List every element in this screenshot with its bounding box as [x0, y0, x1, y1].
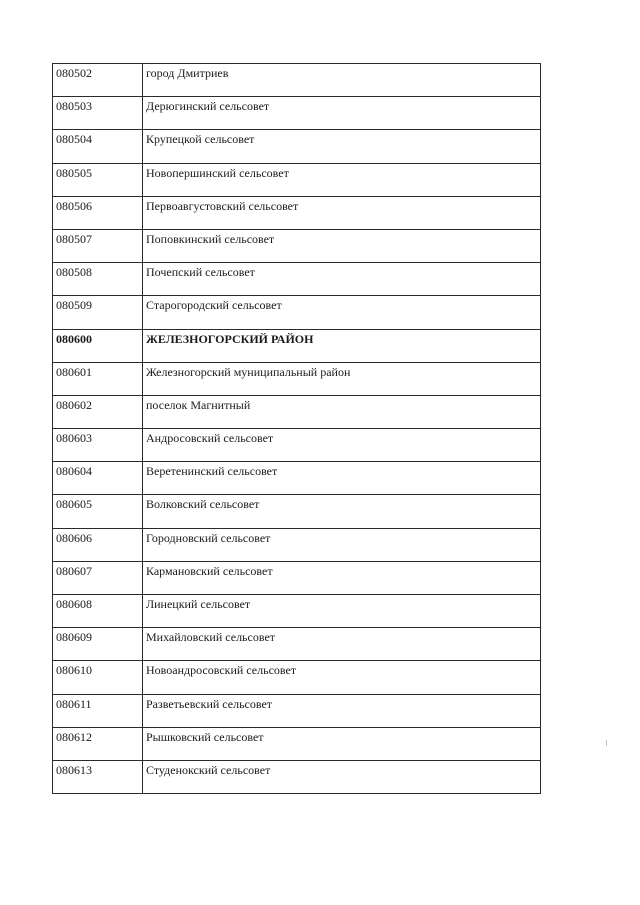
- code-cell: 080609: [53, 628, 143, 661]
- code-cell: 080610: [53, 661, 143, 694]
- code-cell: 080606: [53, 528, 143, 561]
- code-cell: 080607: [53, 561, 143, 594]
- table-row: [53, 329, 541, 362]
- table-row: [53, 528, 541, 561]
- code-cell: 080608: [53, 595, 143, 628]
- code-cell: 080600: [53, 329, 143, 362]
- code-cell: 080509: [53, 296, 143, 329]
- table-row: [53, 64, 541, 97]
- name-cell: Железногорский муниципальный район: [143, 362, 541, 395]
- name-cell: Новопершинский сельсовет: [143, 163, 541, 196]
- name-cell: Первоавгустовский сельсовет: [143, 196, 541, 229]
- code-cell: 080612: [53, 727, 143, 760]
- table-row: [53, 395, 541, 428]
- name-cell: Разветьевский сельсовет: [143, 694, 541, 727]
- scan-artifact: [606, 740, 607, 746]
- code-cell: 080611: [53, 694, 143, 727]
- name-cell: Волковский сельсовет: [143, 495, 541, 528]
- name-cell: Дерюгинский сельсовет: [143, 97, 541, 130]
- code-cell: 080613: [53, 760, 143, 793]
- table-row: [53, 362, 541, 395]
- table-row: [53, 196, 541, 229]
- table-body: [53, 64, 541, 794]
- code-cell: 080604: [53, 462, 143, 495]
- table-row: [53, 495, 541, 528]
- code-cell: 080506: [53, 196, 143, 229]
- code-cell: 080601: [53, 362, 143, 395]
- table-row: [53, 595, 541, 628]
- table-row: [53, 727, 541, 760]
- name-cell: Крупецкой сельсовет: [143, 130, 541, 163]
- name-cell: Михайловский сельсовет: [143, 628, 541, 661]
- code-cell: 080508: [53, 263, 143, 296]
- code-cell: 080507: [53, 229, 143, 262]
- table-row: [53, 296, 541, 329]
- name-cell: Новоандросовский сельсовет: [143, 661, 541, 694]
- name-cell: город Дмитриев: [143, 64, 541, 97]
- table-row: [53, 229, 541, 262]
- name-cell: поселок Магнитный: [143, 395, 541, 428]
- name-cell: Старогородский сельсовет: [143, 296, 541, 329]
- name-cell: Поповкинский сельсовет: [143, 229, 541, 262]
- table-row: [53, 694, 541, 727]
- table-row: [53, 163, 541, 196]
- territory-code-table: [52, 63, 541, 794]
- table-row: [53, 561, 541, 594]
- name-cell: Линецкий сельсовет: [143, 595, 541, 628]
- name-cell: Андросовский сельсовет: [143, 429, 541, 462]
- code-cell: 080605: [53, 495, 143, 528]
- code-cell: 080505: [53, 163, 143, 196]
- code-cell: 080602: [53, 395, 143, 428]
- table-row: [53, 462, 541, 495]
- name-cell: Городновский сельсовет: [143, 528, 541, 561]
- table-row: [53, 760, 541, 793]
- table-row: [53, 661, 541, 694]
- table-row: [53, 263, 541, 296]
- table-row: [53, 628, 541, 661]
- table-row: [53, 97, 541, 130]
- table-row: [53, 130, 541, 163]
- name-cell: ЖЕЛЕЗНОГОРСКИЙ РАЙОН: [143, 329, 541, 362]
- name-cell: Рышковский сельсовет: [143, 727, 541, 760]
- code-cell: 080503: [53, 97, 143, 130]
- code-cell: 080502: [53, 64, 143, 97]
- name-cell: Студенокский сельсовет: [143, 760, 541, 793]
- table-row: [53, 429, 541, 462]
- code-cell: 080603: [53, 429, 143, 462]
- code-cell: 080504: [53, 130, 143, 163]
- name-cell: Веретенинский сельсовет: [143, 462, 541, 495]
- name-cell: Почепский сельсовет: [143, 263, 541, 296]
- name-cell: Кармановский сельсовет: [143, 561, 541, 594]
